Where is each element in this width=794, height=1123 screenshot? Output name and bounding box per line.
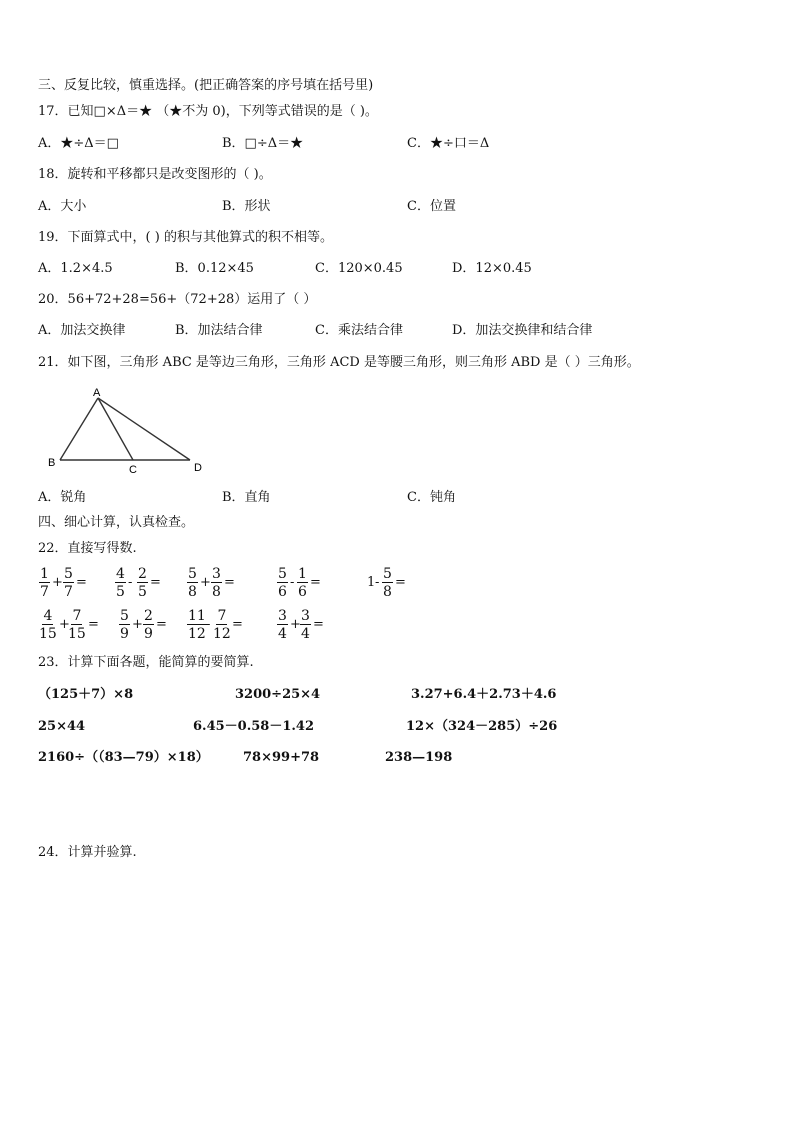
q21-option-a[interactable]: A．锐角 xyxy=(38,490,87,505)
q20-option-b[interactable]: B．加法结合律 xyxy=(175,323,263,338)
q23-stem: 23．计算下面各题，能简算的要简算. xyxy=(38,655,254,670)
q20-stem: 20．56+72+28=56+（72+28）运用了（ ） xyxy=(38,292,317,307)
q21-option-c[interactable]: C．钝角 xyxy=(407,490,456,505)
fraction: $\frac{3}{4}$ xyxy=(301,608,310,642)
fraction: $\frac{5}{8}$ xyxy=(383,566,392,600)
q23-expr-2: 3200÷25×4 xyxy=(235,687,321,702)
q23-expr-7: 2160÷（（83—79）×18） xyxy=(38,750,209,765)
q19-option-c[interactable]: C．120×0.45 xyxy=(315,261,403,276)
triangle-figure xyxy=(40,385,210,480)
fraction: $\frac{1}{7}$ xyxy=(40,566,49,600)
fraction: $\frac{11}{12}$ xyxy=(188,608,206,642)
q23-expr-3: 3.27+6.4＋2.73＋4.6 xyxy=(411,687,557,702)
q18-option-c[interactable]: C．位置 xyxy=(407,199,456,214)
q18-option-b[interactable]: B．形状 xyxy=(222,199,271,214)
fraction: $\frac{3}{4}$ xyxy=(278,608,287,642)
fraction: $\frac{7}{12}$ xyxy=(213,608,231,642)
vertex-label-c: C xyxy=(129,464,137,476)
fraction: $\frac{4}{5}$ xyxy=(116,566,125,600)
q17-option-c[interactable]: C．★÷口＝Δ xyxy=(407,136,490,151)
q23-expr-1: （125＋7）×8 xyxy=(38,687,134,702)
q19-option-a[interactable]: A．1.2×4.5 xyxy=(38,261,113,276)
q20-option-a[interactable]: A．加法交换律 xyxy=(38,323,126,338)
q23-expr-8: 78×99+78 xyxy=(243,750,320,765)
q17-stem: 17．已知□×Δ＝★ （★不为 0)，下列等式错误的是（ )。 xyxy=(38,104,378,119)
q22-stem: 22．直接写得数. xyxy=(38,541,137,556)
vertex-label-d: D xyxy=(194,462,202,474)
q19-option-d[interactable]: D．12×0.45 xyxy=(452,261,532,276)
q21-option-b[interactable]: B．直角 xyxy=(222,490,271,505)
edge-ac xyxy=(98,398,133,460)
fraction: $\frac{3}{8}$ xyxy=(212,566,221,600)
edge-ab xyxy=(60,398,98,460)
q20-option-c[interactable]: C．乘法结合律 xyxy=(315,323,403,338)
fraction: $\frac{5}{6}$ xyxy=(278,566,287,600)
q23-expr-6: 12×（324－285）÷26 xyxy=(406,719,558,734)
vertex-label-b: B xyxy=(48,457,56,469)
q23-expr-5: 6.45－0.58－1.42 xyxy=(193,719,314,734)
section-4-title: 四、细心计算，认真检查。 xyxy=(38,515,195,530)
edge-ad xyxy=(98,398,190,460)
fraction: $\frac{5}{9}$ xyxy=(120,608,129,642)
vertex-label-a: A xyxy=(93,387,101,399)
q20-option-d[interactable]: D．加法交换律和结合律 xyxy=(452,323,593,338)
q19-stem: 19．下面算式中，( ) 的积与其他算式的积不相等。 xyxy=(38,230,333,245)
q17-option-a[interactable]: A．★÷Δ＝□ xyxy=(38,136,119,151)
q19-option-b[interactable]: B．0.12×45 xyxy=(175,261,254,276)
fraction: $\frac{4}{15}$ xyxy=(39,608,57,642)
q18-stem: 18．旋转和平移都只是改变图形的（ )。 xyxy=(38,167,272,182)
fraction: $\frac{2}{5}$ xyxy=(138,566,147,600)
q18-option-a[interactable]: A．大小 xyxy=(38,199,87,214)
fraction: $\frac{2}{9}$ xyxy=(144,608,153,642)
section-3-title: 三、反复比较，慎重选择。(把正确答案的序号填在括号里) xyxy=(38,78,374,93)
q17-option-b[interactable]: B．□÷Δ＝★ xyxy=(222,136,304,151)
fraction: $\frac{1}{6}$ xyxy=(298,566,307,600)
fraction: $\frac{5}{8}$ xyxy=(188,566,197,600)
q23-expr-4: 25×44 xyxy=(38,719,86,734)
fraction: $\frac{5}{7}$ xyxy=(64,566,73,600)
q24-stem: 24．计算并验算. xyxy=(38,845,137,860)
q21-stem: 21．如下图，三角形 ABC 是等边三角形，三角形 ACD 是等腰三角形，则三角形 ABD 是（ ）三角形。 xyxy=(38,355,640,370)
fraction: $\frac{7}{15}$ xyxy=(68,608,86,642)
q23-expr-9: 238—198 xyxy=(385,750,453,765)
